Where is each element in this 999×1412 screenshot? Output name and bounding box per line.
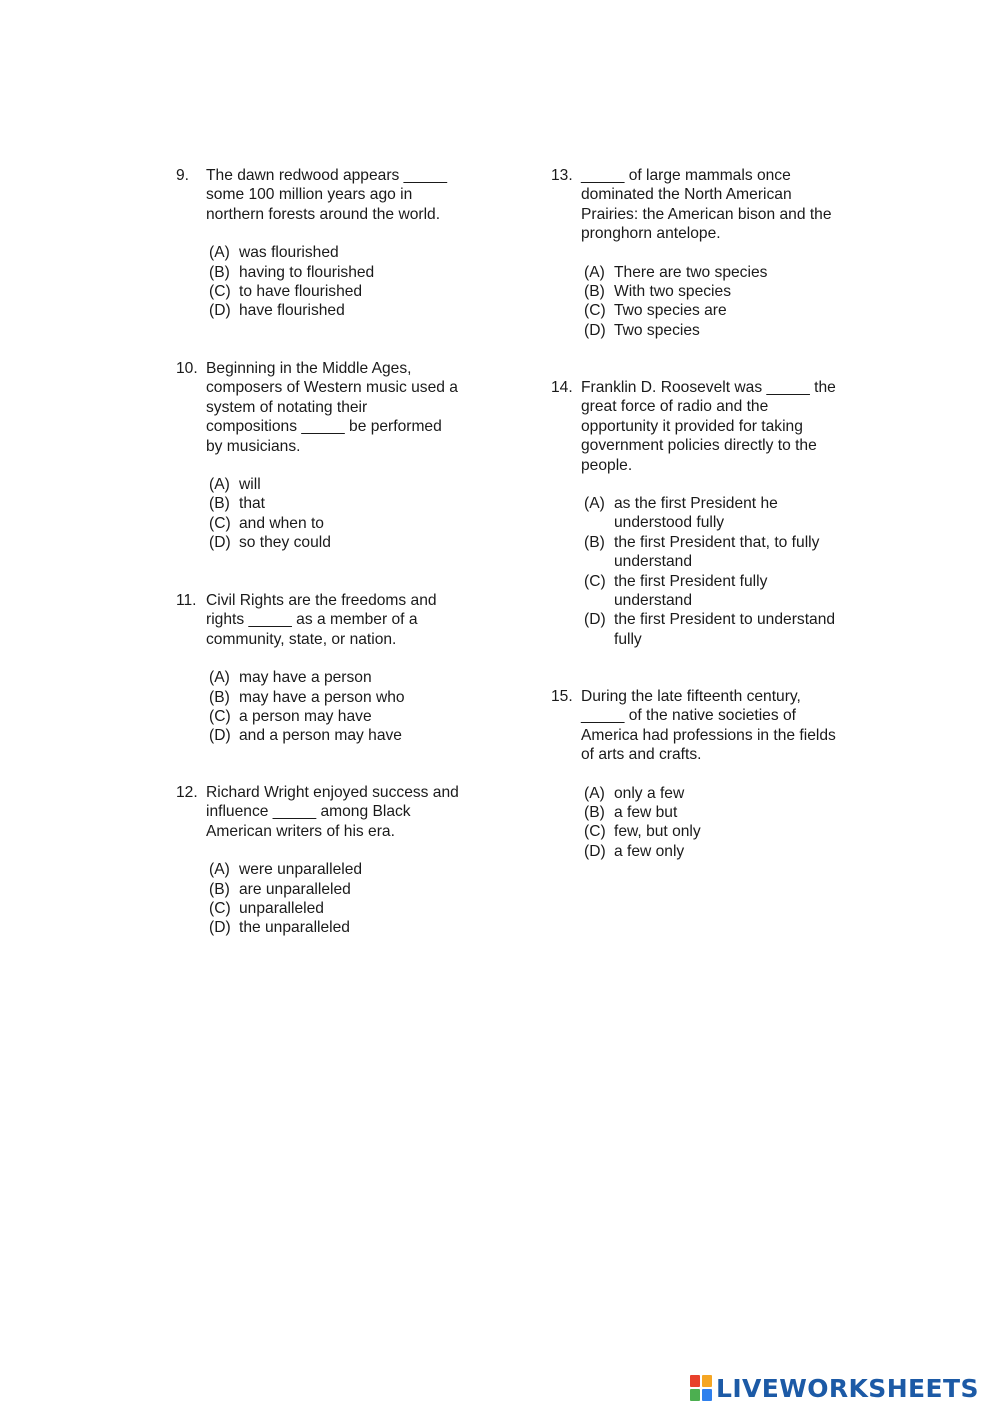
logo-tile-1 (690, 1375, 700, 1387)
stem-line: of arts and crafts. (581, 746, 702, 764)
option-a[interactable] (584, 263, 861, 282)
option-letter: (C) (584, 572, 606, 590)
option-letter: (C) (209, 283, 231, 301)
stem-line: opportunity it provided for taking (581, 417, 803, 435)
stem-line: people. (581, 456, 633, 474)
option-text-line: as the first President he (614, 495, 778, 513)
option-letter: (D) (584, 611, 606, 629)
question-stem (176, 166, 496, 224)
stem-line: American writers of his era. (206, 822, 395, 840)
stem-line: influence _____ among Black (206, 803, 411, 821)
option-c[interactable] (209, 899, 496, 918)
option-text-line: understand (614, 592, 693, 610)
question-number: 9. (176, 167, 190, 184)
question-11 (176, 591, 496, 746)
option-letter: (A) (209, 244, 230, 262)
option-c[interactable] (209, 707, 496, 726)
stem-line: pronghorn antelope. (581, 225, 721, 243)
option-a[interactable] (209, 475, 496, 494)
question-9 (176, 166, 496, 321)
option-letter: (D) (209, 302, 231, 320)
question-15 (551, 687, 861, 861)
option-b[interactable] (584, 282, 861, 301)
option-letter: (A) (584, 784, 605, 802)
option-text: a few only (614, 842, 685, 860)
option-letter: (D) (584, 842, 606, 860)
option-letter: (B) (584, 804, 605, 822)
option-d[interactable] (209, 301, 496, 320)
option-d[interactable] (584, 321, 861, 340)
option-letter: (D) (584, 321, 606, 339)
question-number: 13. (551, 167, 573, 184)
option-text: few, but only (614, 823, 701, 841)
option-a[interactable] (584, 494, 861, 533)
question-number: 12. (176, 784, 198, 801)
option-text: only a few (614, 784, 685, 802)
liveworksheets-logo[interactable] (690, 1373, 979, 1403)
option-d[interactable] (209, 726, 496, 745)
answer-options (176, 860, 496, 938)
option-text-line: understand (614, 553, 693, 571)
option-text-line: understood fully (614, 514, 725, 532)
stem-line: northern forests around the world. (206, 205, 441, 223)
option-letter: (D) (209, 727, 231, 745)
logo-tile-2 (702, 1375, 712, 1387)
stem-line: Beginning in the Middle Ages, (206, 360, 412, 377)
stem-line: by musicians. (206, 437, 301, 455)
option-text-line: fully (614, 630, 642, 648)
option-text-line: the first President fully (614, 572, 768, 590)
answer-options (176, 243, 496, 321)
question-14 (551, 378, 861, 649)
option-text: have flourished (239, 302, 345, 320)
option-letter: (B) (209, 688, 230, 706)
option-d[interactable] (209, 533, 496, 552)
liveworksheets-logo-icon (690, 1375, 712, 1401)
question-stem (176, 783, 496, 841)
option-text: are unparalleled (239, 880, 351, 898)
option-b[interactable] (209, 688, 496, 707)
option-letter: (B) (584, 283, 605, 301)
question-12 (176, 783, 496, 938)
option-letter: (A) (209, 861, 230, 879)
option-text-line: the first President that, to fully (614, 533, 820, 551)
option-text: may have a person (239, 669, 372, 687)
option-text: There are two species (614, 263, 768, 281)
option-letter: (C) (584, 302, 606, 320)
question-number: 14. (551, 379, 573, 396)
stem-line: Richard Wright enjoyed success and (206, 784, 459, 801)
option-text: will (239, 476, 261, 494)
option-letter: (D) (209, 919, 231, 937)
option-text: that (239, 495, 266, 513)
option-letter: (A) (209, 669, 230, 687)
logo-tile-3 (690, 1389, 700, 1401)
option-text: a person may have (239, 708, 372, 726)
stem-line: composers of Western music used a (206, 379, 458, 397)
option-text: were unparalleled (239, 861, 363, 879)
option-text-line: the first President to understand (614, 611, 836, 629)
option-letter: (C) (584, 823, 606, 841)
option-letter: (C) (209, 708, 231, 726)
option-text: Two species are (614, 302, 727, 320)
question-stem (551, 166, 861, 244)
option-letter: (B) (584, 533, 605, 551)
option-a[interactable] (584, 784, 861, 803)
option-text: and when to (239, 514, 324, 532)
option-letter: (A) (584, 263, 605, 281)
option-text: the unparalleled (239, 919, 350, 937)
stem-line: dominated the North American (581, 186, 792, 204)
option-d[interactable] (209, 918, 496, 937)
question-number: 10. (176, 360, 198, 377)
option-letter: (B) (209, 263, 230, 281)
option-b[interactable] (584, 533, 861, 572)
question-10 (176, 359, 496, 553)
stem-line: During the late fifteenth century, (581, 688, 801, 705)
option-a[interactable] (209, 860, 496, 879)
option-letter: (C) (209, 900, 231, 918)
question-13 (551, 166, 861, 340)
option-c[interactable] (584, 572, 861, 611)
option-text: having to flourished (239, 263, 375, 281)
answer-options (551, 494, 861, 649)
stem-line: The dawn redwood appears _____ (206, 167, 448, 184)
logo-text: LIVEWORKSHEETS (716, 1373, 979, 1403)
question-stem (176, 359, 496, 456)
answer-options (176, 475, 496, 553)
stem-line: some 100 million years ago in (206, 186, 413, 204)
option-letter: (B) (209, 495, 230, 513)
option-c[interactable] (584, 301, 861, 320)
option-letter: (C) (209, 514, 231, 532)
question-stem (176, 591, 496, 649)
option-text: was flourished (239, 244, 339, 262)
option-text: so they could (239, 534, 331, 552)
option-c[interactable] (584, 822, 861, 841)
answer-options (176, 668, 496, 746)
option-letter: (D) (209, 534, 231, 552)
option-b[interactable] (209, 880, 496, 899)
option-c[interactable] (209, 282, 496, 301)
question-number: 11. (176, 592, 197, 609)
option-c[interactable] (209, 514, 496, 533)
option-b[interactable] (209, 494, 496, 513)
option-text: and a person may have (239, 727, 402, 745)
option-a[interactable] (209, 243, 496, 262)
option-d[interactable] (584, 610, 861, 649)
stem-line: compositions _____ be performed (206, 418, 442, 436)
stem-line: _____ of large mammals once (581, 167, 791, 184)
logo-tile-4 (702, 1389, 712, 1401)
stem-line: system of notating their (206, 398, 368, 416)
option-b[interactable] (209, 263, 496, 282)
option-letter: (B) (209, 880, 230, 898)
answer-options (551, 784, 861, 862)
question-stem (551, 378, 861, 475)
answer-options (551, 263, 861, 341)
option-text: unparalleled (239, 900, 324, 918)
stem-line: Franklin D. Roosevelt was _____ the (581, 379, 836, 396)
option-text: to have flourished (239, 283, 363, 301)
option-letter: (A) (209, 476, 230, 494)
stem-line: government policies directly to the (581, 437, 817, 455)
stem-line: _____ of the native societies of (581, 707, 796, 725)
stem-line: rights _____ as a member of a (206, 611, 418, 629)
question-stem (551, 687, 861, 765)
stem-line: Civil Rights are the freedoms and (206, 592, 437, 609)
question-number: 15. (551, 688, 573, 705)
option-text: Two species (614, 321, 700, 339)
option-a[interactable] (209, 668, 496, 687)
option-text: With two species (614, 283, 731, 301)
option-text: may have a person who (239, 688, 405, 706)
option-text: a few but (614, 804, 678, 822)
option-d[interactable] (584, 842, 861, 861)
stem-line: great force of radio and the (581, 398, 769, 416)
stem-line: America had professions in the fields (581, 726, 836, 744)
stem-line: Prairies: the American bison and the (581, 205, 832, 223)
stem-line: community, state, or nation. (206, 630, 397, 648)
option-b[interactable] (584, 803, 861, 822)
option-letter: (A) (584, 495, 605, 513)
